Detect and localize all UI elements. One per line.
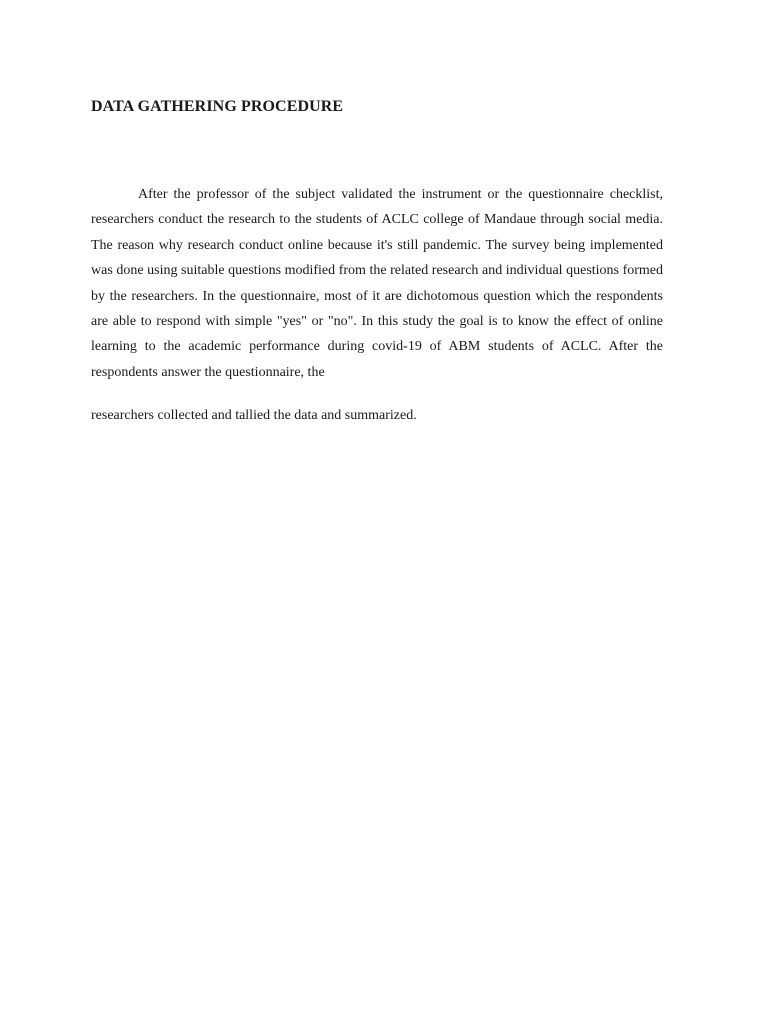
- continuation-line: researchers collected and tallied the data and summarized.: [91, 408, 417, 423]
- body-paragraph: After the professor of the subject validated the instrument or the questionnaire checklist, researchers conduct the research to the students of ACLC college of Mandaue through social media. The reason why research conduct online because it's still pandemic. The survey being implemented was done using suitable questions modified from the related research and individual questions formed by the researchers. In the questionnaire, most of it are dichotomous question which the respondents are able to respond with simple "yes" or "no". In this study the goal is to know the effect of online learning to the academic performance during covid-19 of ABM students of ACLC. After the respondents answer the questionnaire, the: [91, 187, 663, 380]
- section-heading: DATA GATHERING PROCEDURE: [91, 98, 344, 115]
